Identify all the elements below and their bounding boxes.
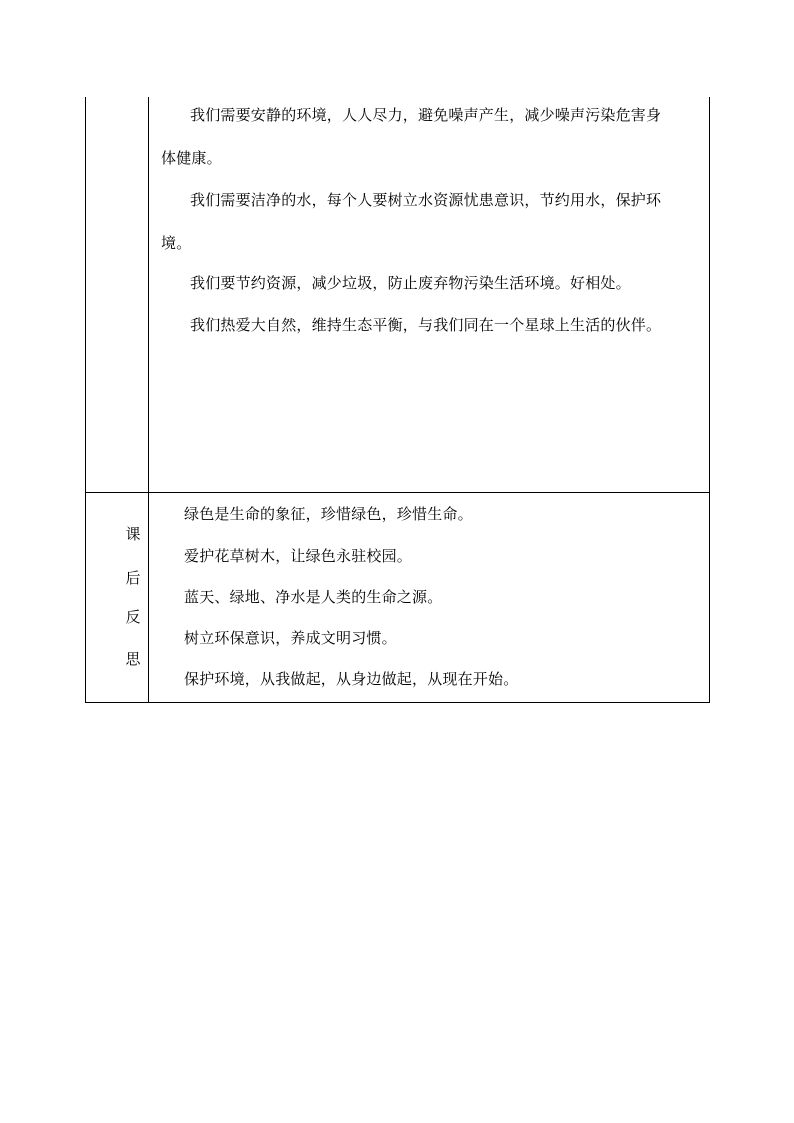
paragraph-quiet-environment-line2: 体健康。: [161, 149, 222, 167]
label-char-si: 思: [125, 650, 141, 668]
label-char-fan: 反: [125, 608, 141, 626]
reflection-line-5: 保护环境，从我做起，从身边做起，从现在开始。: [184, 670, 519, 688]
label-char-hou: 后: [125, 569, 141, 587]
paragraph-save-resources: 我们要节约资源，减少垃圾，防止废弃物污染生活环境。好相处。: [190, 274, 631, 292]
table-right-border: [709, 97, 710, 703]
label-char-ke: 课: [125, 525, 141, 543]
reflection-content-cell: [149, 493, 709, 702]
table-bottom-border: [85, 702, 710, 703]
paragraph-love-nature: 我们热爱大自然，维持生态平衡，与我们同在一个星球上生活的伙伴。: [190, 316, 662, 334]
paragraph-quiet-environment-line1: 我们需要安静的环境，人人尽力，避免噪声产生，减少噪声污染危害身: [190, 106, 662, 124]
reflection-line-1: 绿色是生命的象征，珍惜绿色，珍惜生命。: [184, 505, 473, 523]
reflection-line-3: 蓝天、绿地、净水是人类的生命之源。: [184, 588, 443, 606]
reflection-line-4: 树立环保意识，养成文明习惯。: [184, 629, 397, 647]
reflection-label-cell: [86, 493, 148, 702]
teaching-content-cell: [149, 97, 709, 492]
reflection-line-2: 爱护花草树木，让绿色永驻校园。: [184, 547, 413, 565]
paragraph-clean-water-line1: 我们需要洁净的水，每个人要树立水资源忧患意识，节约用水，保护环: [190, 191, 662, 209]
paragraph-clean-water-line2: 境。: [161, 234, 192, 252]
